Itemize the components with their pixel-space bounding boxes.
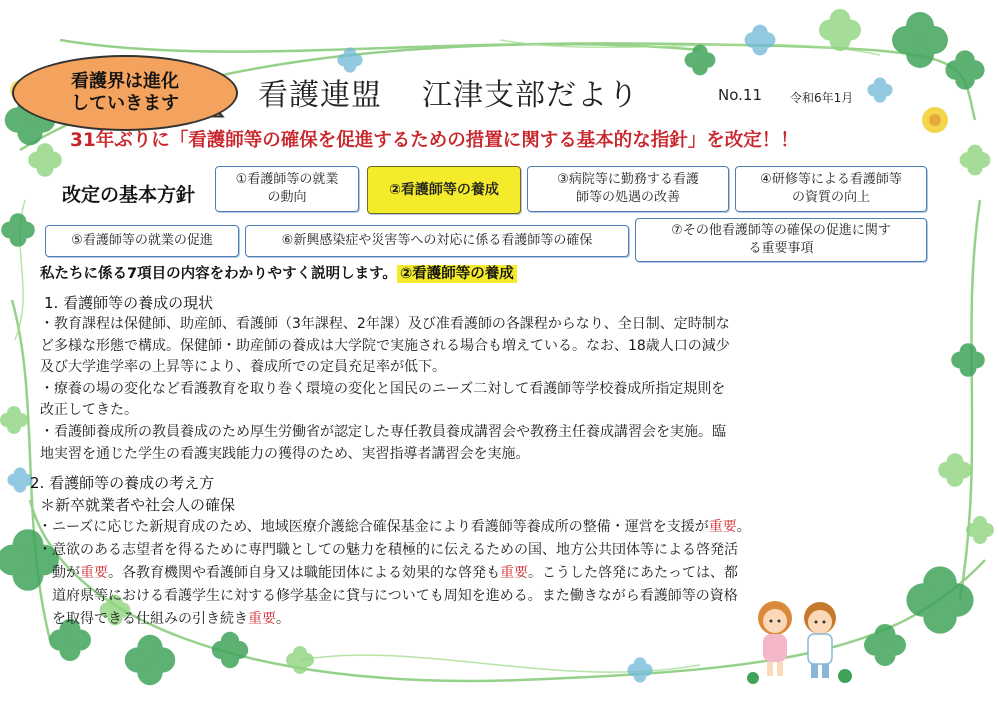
section-1-heading: 1. 看護師等の養成の現状 [44,294,214,312]
intro-highlight: ②看護師等の養成 [397,265,517,283]
policy-item-5-line1: ⑤看護師等の就業の促進 [71,233,213,248]
section-2-subheading: ＊新卒就業者や社会人の確保 [40,496,236,514]
section-1-line: 改正してきた。 [40,402,138,419]
policy-item-7-line2: る重要事項 [748,241,814,256]
section-1-body [40,314,950,465]
intro-text: 私たちに係る7項目の内容をわかりやすく説明します。 [40,266,397,282]
title-part-1: 看護連盟 [258,78,382,113]
section-1-line: ど多様な形態で構成。保健師・助産師の養成は大学院で実施される場合も増えている。なお、18歳人口の減少 [40,337,730,354]
headline: 31年ぶりに「看護師等の確保を促進するための措置に関する基本的な指針」を改定！！ [70,130,799,151]
text-span: 。 [736,519,751,535]
newsletter-title [258,70,639,114]
intro-line [40,262,517,283]
section-2-line: 道府県等における看護学生に対する修学基金に貸与についても周知を進める。また働きながら看護師等の資格 [52,588,738,604]
text-span: ・ニーズに応じた新規育成のため、地域医療介護総合確保基金により看護師等養成所の整備・運営を支援が [38,519,709,535]
section-1-line: ・看護師養成所の教員養成のため厚生労働省が認定した専任教員養成講習会や教務主任養成講習会を実施。臨 [40,423,726,440]
section-2-line [38,516,950,539]
policy-item-1-line1: ①看護師等の就業 [235,172,339,187]
bubble-line-1: 看護界は進化 [71,71,179,92]
section-2-line [38,562,950,585]
section-2-line: ・意欲のある志望者を得るために専門職としての魅力を積極的に伝えるための国、地方公共団体等による啓発活 [38,542,738,558]
emphasis-important: 重要 [80,565,108,581]
policy-item-3-line1: ③病院等に勤務する看護 [557,172,699,187]
policy-item-4-line2: の資質の向上 [791,190,870,205]
policy-item-7 [635,218,927,262]
issue-number: No.11 [718,86,762,104]
text-span: 。各教育機関や看護師自身又は職能団体による効果的な啓発も [108,565,500,581]
issue-date: 令和6年1月 [790,91,854,105]
policy-item-6 [245,225,629,257]
policy-label: 改定の基本方針 [62,184,196,206]
text-span: 動が [52,565,80,581]
policy-item-6-line1: ⑥新興感染症や災害等への対応に係る看護師等の確保 [281,233,593,248]
policy-item-4-line1: ④研修等による看護師等 [760,172,902,187]
speech-bubble [12,55,238,131]
section-1 [40,292,950,465]
bubble-line-2: していきます [71,93,179,114]
emphasis-important: 重要 [248,611,276,627]
policy-item-3 [527,166,729,212]
policy-item-5 [45,225,239,257]
title-part-2: 江津支部だより [422,78,639,113]
emphasis-important: 重要 [708,519,737,535]
policy-item-2-active [367,166,521,214]
policy-item-3-line2: 師等の処遇の改善 [575,190,680,205]
section-2-heading: 2. 看護師等の養成の考え方 [30,474,215,492]
text-span: を取得できる仕組みの引き続き [52,611,248,627]
policy-item-1-line2: の動向 [267,190,307,205]
section-1-line: 及び大学進学率の上昇等により、養成所での定員充足率が低下。 [40,359,446,376]
section-1-line: ・教育課程は保健師、助産師、看護師（3年課程、2年課）及び准看護師の各課程からなり、全日制、定時制な [40,316,730,332]
policy-item-7-line1: ⑦その他看護師等の確保の促進に関す [671,223,891,238]
section-1-line: ・療養の場の変化など看護教育を取り巻く環境の変化と国民のニーズ二対して看護師等学校養成所指定規則を [40,380,726,397]
policy-item-2-line1: ②看護師等の養成 [389,182,499,198]
policy-item-1 [215,166,359,212]
text-span: 。 [276,611,290,627]
policy-item-4 [735,166,927,212]
emphasis-important: 重要 [500,565,528,581]
section-1-line: 地実習を通じた学生の看護実践能力の獲得のため、実習指導者講習会を実施。 [40,445,530,462]
nurse-kids-illustration [745,590,855,685]
text-span: 。こうした啓発にあたっては、都 [528,565,738,581]
